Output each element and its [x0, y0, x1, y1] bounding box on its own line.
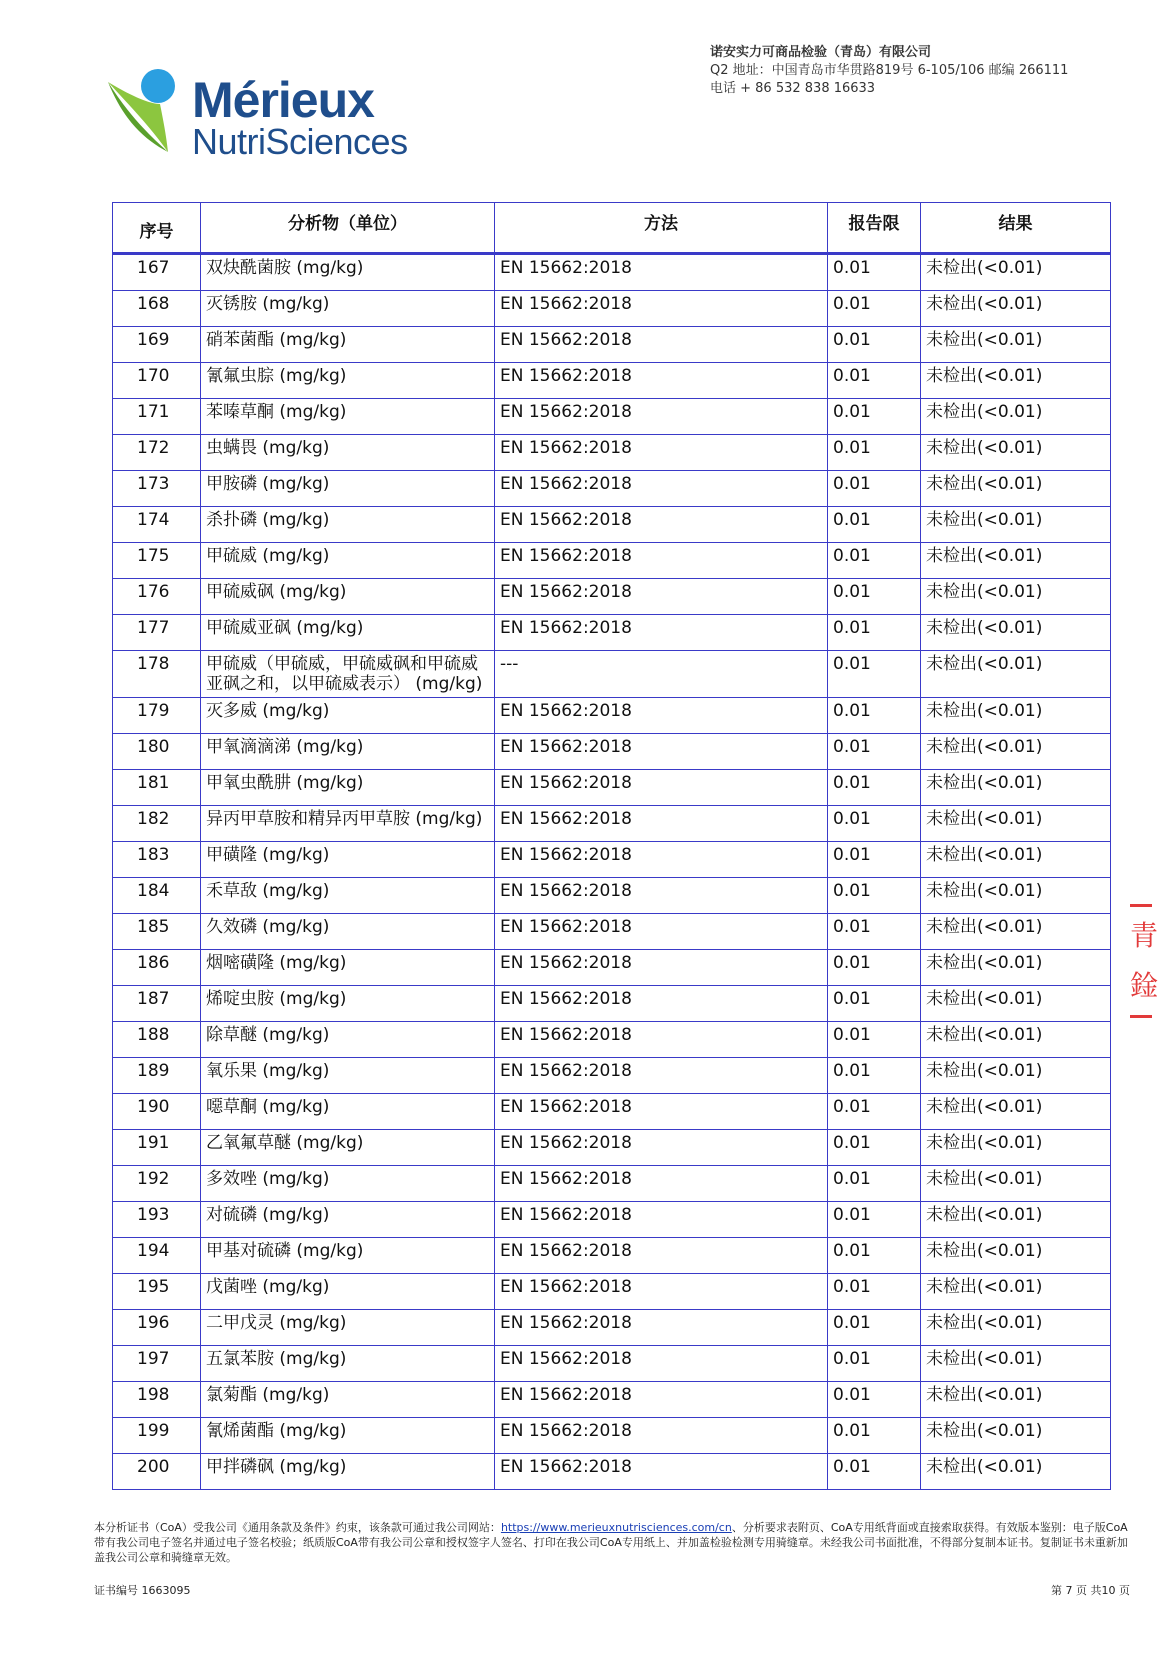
cell-result: 未检出(<0.01)	[921, 1058, 1111, 1094]
cell-analyte: 久效磷 (mg/kg)	[201, 914, 495, 950]
cell-limit: 0.01	[828, 327, 921, 363]
cell-seq: 192	[113, 1166, 201, 1202]
cell-analyte: 多效唑 (mg/kg)	[201, 1166, 495, 1202]
cell-limit: 0.01	[828, 698, 921, 734]
cell-limit: 0.01	[828, 435, 921, 471]
table-row	[113, 1382, 1111, 1418]
cell-analyte: 禾草敌 (mg/kg)	[201, 878, 495, 914]
cell-method: EN 15662:2018	[495, 806, 828, 842]
cell-limit: 0.01	[828, 399, 921, 435]
cell-seq: 169	[113, 327, 201, 363]
cell-method: EN 15662:2018	[495, 615, 828, 651]
seam-seal-stamp	[1130, 900, 1158, 1050]
cell-limit: 0.01	[828, 615, 921, 651]
cell-result: 未检出(<0.01)	[921, 1310, 1111, 1346]
cell-result: 未检出(<0.01)	[921, 1238, 1111, 1274]
table-row	[113, 471, 1111, 507]
cell-limit: 0.01	[828, 1274, 921, 1310]
cell-method: EN 15662:2018	[495, 986, 828, 1022]
table-row	[113, 651, 1111, 698]
company-address: Q2 地址：中国青岛市华贯路819号 6-105/106 邮编 266111	[710, 63, 1069, 78]
cell-seq: 189	[113, 1058, 201, 1094]
table-row	[113, 1094, 1111, 1130]
cell-method: EN 15662:2018	[495, 254, 828, 291]
cell-result: 未检出(<0.01)	[921, 806, 1111, 842]
cell-analyte: 甲硫威亚砜 (mg/kg)	[201, 615, 495, 651]
cell-limit: 0.01	[828, 363, 921, 399]
cell-method: EN 15662:2018	[495, 1130, 828, 1166]
seal-char-2: 鍂	[1130, 969, 1158, 1002]
cell-seq: 186	[113, 950, 201, 986]
header-result: 结果	[921, 203, 1111, 254]
cell-method: EN 15662:2018	[495, 579, 828, 615]
cell-result: 未检出(<0.01)	[921, 471, 1111, 507]
cell-result: 未检出(<0.01)	[921, 1418, 1111, 1454]
cell-seq: 184	[113, 878, 201, 914]
cell-seq: 185	[113, 914, 201, 950]
cell-limit: 0.01	[828, 950, 921, 986]
cell-limit: 0.01	[828, 291, 921, 327]
table-row	[113, 291, 1111, 327]
cell-method: EN 15662:2018	[495, 435, 828, 471]
table-row	[113, 842, 1111, 878]
cell-limit: 0.01	[828, 1310, 921, 1346]
cell-analyte: 对硫磷 (mg/kg)	[201, 1202, 495, 1238]
cell-limit: 0.01	[828, 507, 921, 543]
cell-method: EN 15662:2018	[495, 1346, 828, 1382]
footer-note-text-1: 本分析证书（CoA）受我公司《通用条款及条件》约束，该条款可通过我公司网站：	[94, 1521, 501, 1534]
cell-method: EN 15662:2018	[495, 1418, 828, 1454]
cell-method: EN 15662:2018	[495, 507, 828, 543]
cell-method: EN 15662:2018	[495, 1454, 828, 1490]
cell-analyte: 烟嘧磺隆 (mg/kg)	[201, 950, 495, 986]
cell-method: EN 15662:2018	[495, 914, 828, 950]
cell-limit: 0.01	[828, 579, 921, 615]
logo-leaf-icon	[108, 64, 198, 164]
cell-result: 未检出(<0.01)	[921, 615, 1111, 651]
cell-seq: 172	[113, 435, 201, 471]
cell-analyte: 异丙甲草胺和精异丙甲草胺 (mg/kg)	[201, 806, 495, 842]
cell-method: EN 15662:2018	[495, 1382, 828, 1418]
cell-seq: 176	[113, 579, 201, 615]
cell-analyte: 甲基对硫磷 (mg/kg)	[201, 1238, 495, 1274]
cell-method: EN 15662:2018	[495, 1166, 828, 1202]
cell-result: 未检出(<0.01)	[921, 254, 1111, 291]
cell-method: EN 15662:2018	[495, 327, 828, 363]
cell-limit: 0.01	[828, 878, 921, 914]
seal-char-1: 青	[1130, 919, 1158, 952]
cell-limit: 0.01	[828, 986, 921, 1022]
cell-seq: 183	[113, 842, 201, 878]
table-row	[113, 507, 1111, 543]
table-row	[113, 1022, 1111, 1058]
cell-result: 未检出(<0.01)	[921, 399, 1111, 435]
cell-seq: 187	[113, 986, 201, 1022]
cell-analyte: 灭多威 (mg/kg)	[201, 698, 495, 734]
table-row	[113, 734, 1111, 770]
cell-method: EN 15662:2018	[495, 363, 828, 399]
table-row	[113, 1130, 1111, 1166]
cell-limit: 0.01	[828, 1094, 921, 1130]
cell-analyte: 甲磺隆 (mg/kg)	[201, 842, 495, 878]
cell-method: EN 15662:2018	[495, 770, 828, 806]
cell-result: 未检出(<0.01)	[921, 914, 1111, 950]
cell-analyte: 虫螨畏 (mg/kg)	[201, 435, 495, 471]
cell-analyte: 甲氧滴滴涕 (mg/kg)	[201, 734, 495, 770]
cell-result: 未检出(<0.01)	[921, 579, 1111, 615]
cell-seq: 188	[113, 1022, 201, 1058]
cell-result: 未检出(<0.01)	[921, 435, 1111, 471]
cell-limit: 0.01	[828, 734, 921, 770]
table-row	[113, 254, 1111, 291]
cell-method: EN 15662:2018	[495, 950, 828, 986]
table-row	[113, 1238, 1111, 1274]
company-name: 诺安实力可商品检验（青岛）有限公司	[710, 45, 932, 60]
cell-result: 未检出(<0.01)	[921, 363, 1111, 399]
cell-analyte: 氯菊酯 (mg/kg)	[201, 1382, 495, 1418]
cell-seq: 199	[113, 1418, 201, 1454]
cell-analyte: 烯啶虫胺 (mg/kg)	[201, 986, 495, 1022]
cell-result: 未检出(<0.01)	[921, 291, 1111, 327]
cell-limit: 0.01	[828, 914, 921, 950]
table-row	[113, 543, 1111, 579]
cell-analyte: 苯嗪草酮 (mg/kg)	[201, 399, 495, 435]
cell-seq: 193	[113, 1202, 201, 1238]
cell-limit: 0.01	[828, 1130, 921, 1166]
table-row	[113, 806, 1111, 842]
cell-seq: 196	[113, 1310, 201, 1346]
cell-result: 未检出(<0.01)	[921, 878, 1111, 914]
cell-analyte: 甲氧虫酰肼 (mg/kg)	[201, 770, 495, 806]
cell-limit: 0.01	[828, 770, 921, 806]
cell-result: 未检出(<0.01)	[921, 327, 1111, 363]
cell-limit: 0.01	[828, 1202, 921, 1238]
page-number: 第 7 页 共10 页	[1051, 1584, 1130, 1597]
cell-method: EN 15662:2018	[495, 471, 828, 507]
cell-result: 未检出(<0.01)	[921, 1454, 1111, 1490]
company-phone: 电话 + 86 532 838 16633	[710, 81, 876, 96]
cell-analyte: 氰氟虫腙 (mg/kg)	[201, 363, 495, 399]
cell-seq: 191	[113, 1130, 201, 1166]
cell-method: EN 15662:2018	[495, 1094, 828, 1130]
cell-seq: 167	[113, 254, 201, 291]
cell-seq: 168	[113, 291, 201, 327]
cell-limit: 0.01	[828, 1022, 921, 1058]
cell-seq: 174	[113, 507, 201, 543]
cell-result: 未检出(<0.01)	[921, 1274, 1111, 1310]
cell-method: EN 15662:2018	[495, 399, 828, 435]
cell-result: 未检出(<0.01)	[921, 698, 1111, 734]
logo-text-merieux: Mérieux	[192, 72, 374, 128]
cell-seq: 173	[113, 471, 201, 507]
table-row	[113, 1454, 1111, 1490]
cell-seq: 197	[113, 1346, 201, 1382]
table-row	[113, 1346, 1111, 1382]
cell-analyte: 氰烯菌酯 (mg/kg)	[201, 1418, 495, 1454]
table-row	[113, 698, 1111, 734]
certificate-number: 证书编号 1663095	[94, 1584, 191, 1597]
cell-seq: 179	[113, 698, 201, 734]
cell-seq: 195	[113, 1274, 201, 1310]
cell-method: EN 15662:2018	[495, 1238, 828, 1274]
cell-method: EN 15662:2018	[495, 1274, 828, 1310]
table-row	[113, 435, 1111, 471]
cell-seq: 180	[113, 734, 201, 770]
cell-limit: 0.01	[828, 651, 921, 698]
cell-analyte: 双炔酰菌胺 (mg/kg)	[201, 254, 495, 291]
company-info	[710, 44, 1068, 98]
table-row	[113, 327, 1111, 363]
table-row	[113, 986, 1111, 1022]
table-row	[113, 1202, 1111, 1238]
table-row	[113, 1274, 1111, 1310]
header-seq: 序号	[113, 203, 201, 254]
cell-analyte: 甲硫威（甲硫威，甲硫威砜和甲硫威亚砜之和，以甲硫威表示） (mg/kg)	[201, 651, 495, 698]
cell-seq: 181	[113, 770, 201, 806]
cell-limit: 0.01	[828, 806, 921, 842]
cell-seq: 190	[113, 1094, 201, 1130]
cell-method: EN 15662:2018	[495, 734, 828, 770]
cell-method: EN 15662:2018	[495, 698, 828, 734]
table-row	[113, 914, 1111, 950]
table-row	[113, 1418, 1111, 1454]
cell-analyte: 甲拌磷砜 (mg/kg)	[201, 1454, 495, 1490]
cell-seq: 171	[113, 399, 201, 435]
cell-seq: 198	[113, 1382, 201, 1418]
cell-analyte: 戊菌唑 (mg/kg)	[201, 1274, 495, 1310]
cell-limit: 0.01	[828, 1238, 921, 1274]
cell-method: EN 15662:2018	[495, 1058, 828, 1094]
cell-seq: 177	[113, 615, 201, 651]
footer-note-text-2: 、分析要求表附页、CoA专用纸背面或直接索取获得。有效版本鉴别：电子版CoA带有我公司电子签名并通过电子签名校验；纸质版CoA带有我公司公章和授权签字人签名、打印在我公司CoA专用纸上、并加盖检验检测专用骑缝章。未经我公司书面批准，不得部分复制本证书。复制证书未重新加盖我公司公章和骑缝章无效。	[94, 1521, 1128, 1564]
cell-seq: 170	[113, 363, 201, 399]
header-limit: 报告限	[828, 203, 921, 254]
cell-result: 未检出(<0.01)	[921, 1022, 1111, 1058]
cell-method: EN 15662:2018	[495, 1022, 828, 1058]
cell-seq: 194	[113, 1238, 201, 1274]
cell-analyte: 灭锈胺 (mg/kg)	[201, 291, 495, 327]
cell-seq: 200	[113, 1454, 201, 1490]
cell-result: 未检出(<0.01)	[921, 1346, 1111, 1382]
cell-seq: 178	[113, 651, 201, 698]
cell-limit: 0.01	[828, 1058, 921, 1094]
cell-analyte: 杀扑磷 (mg/kg)	[201, 507, 495, 543]
table-header-row	[113, 203, 1111, 254]
cell-analyte: 二甲戊灵 (mg/kg)	[201, 1310, 495, 1346]
footer-note	[94, 1520, 1130, 1565]
table-row	[113, 1058, 1111, 1094]
cell-limit: 0.01	[828, 1418, 921, 1454]
cell-method: EN 15662:2018	[495, 878, 828, 914]
cell-result: 未检出(<0.01)	[921, 1382, 1111, 1418]
cell-analyte: 硝苯菌酯 (mg/kg)	[201, 327, 495, 363]
header-method: 方法	[495, 203, 828, 254]
table-row	[113, 399, 1111, 435]
table-body	[113, 254, 1111, 1490]
website-link[interactable]: https://www.merieuxnutrisciences.com/cn	[500, 1521, 732, 1534]
table-row	[113, 579, 1111, 615]
cell-seq: 182	[113, 806, 201, 842]
cell-result: 未检出(<0.01)	[921, 507, 1111, 543]
cell-method: EN 15662:2018	[495, 1202, 828, 1238]
table-row	[113, 1310, 1111, 1346]
table-row	[113, 950, 1111, 986]
cell-method: EN 15662:2018	[495, 1310, 828, 1346]
cell-method: ---	[495, 651, 828, 698]
cell-method: EN 15662:2018	[495, 291, 828, 327]
table-row	[113, 878, 1111, 914]
logo-text-nutrisciences: NutriSciences	[192, 121, 408, 162]
header-analyte: 分析物（单位）	[201, 203, 495, 254]
cell-analyte: 乙氧氟草醚 (mg/kg)	[201, 1130, 495, 1166]
cell-analyte: 五氯苯胺 (mg/kg)	[201, 1346, 495, 1382]
cell-analyte: 甲硫威 (mg/kg)	[201, 543, 495, 579]
table-row	[113, 770, 1111, 806]
cell-limit: 0.01	[828, 1346, 921, 1382]
cell-result: 未检出(<0.01)	[921, 1202, 1111, 1238]
cell-result: 未检出(<0.01)	[921, 1094, 1111, 1130]
cell-result: 未检出(<0.01)	[921, 770, 1111, 806]
cell-method: EN 15662:2018	[495, 543, 828, 579]
cell-limit: 0.01	[828, 842, 921, 878]
cell-limit: 0.01	[828, 471, 921, 507]
cell-result: 未检出(<0.01)	[921, 986, 1111, 1022]
cell-limit: 0.01	[828, 1454, 921, 1490]
cell-analyte: 甲硫威砜 (mg/kg)	[201, 579, 495, 615]
table-row	[113, 363, 1111, 399]
cell-limit: 0.01	[828, 1382, 921, 1418]
cell-method: EN 15662:2018	[495, 842, 828, 878]
cell-result: 未检出(<0.01)	[921, 734, 1111, 770]
cell-limit: 0.01	[828, 254, 921, 291]
cell-result: 未检出(<0.01)	[921, 1130, 1111, 1166]
cell-result: 未检出(<0.01)	[921, 842, 1111, 878]
cell-analyte: 甲胺磷 (mg/kg)	[201, 471, 495, 507]
table-row	[113, 615, 1111, 651]
cell-result: 未检出(<0.01)	[921, 1166, 1111, 1202]
table-row	[113, 1166, 1111, 1202]
cell-analyte: 除草醚 (mg/kg)	[201, 1022, 495, 1058]
cell-limit: 0.01	[828, 1166, 921, 1202]
cell-analyte: 噁草酮 (mg/kg)	[201, 1094, 495, 1130]
cell-limit: 0.01	[828, 543, 921, 579]
merieux-logo	[108, 64, 408, 174]
results-table	[112, 202, 1111, 1490]
cell-result: 未检出(<0.01)	[921, 950, 1111, 986]
cell-analyte: 氧乐果 (mg/kg)	[201, 1058, 495, 1094]
cell-result: 未检出(<0.01)	[921, 651, 1111, 698]
cell-result: 未检出(<0.01)	[921, 543, 1111, 579]
cell-seq: 175	[113, 543, 201, 579]
